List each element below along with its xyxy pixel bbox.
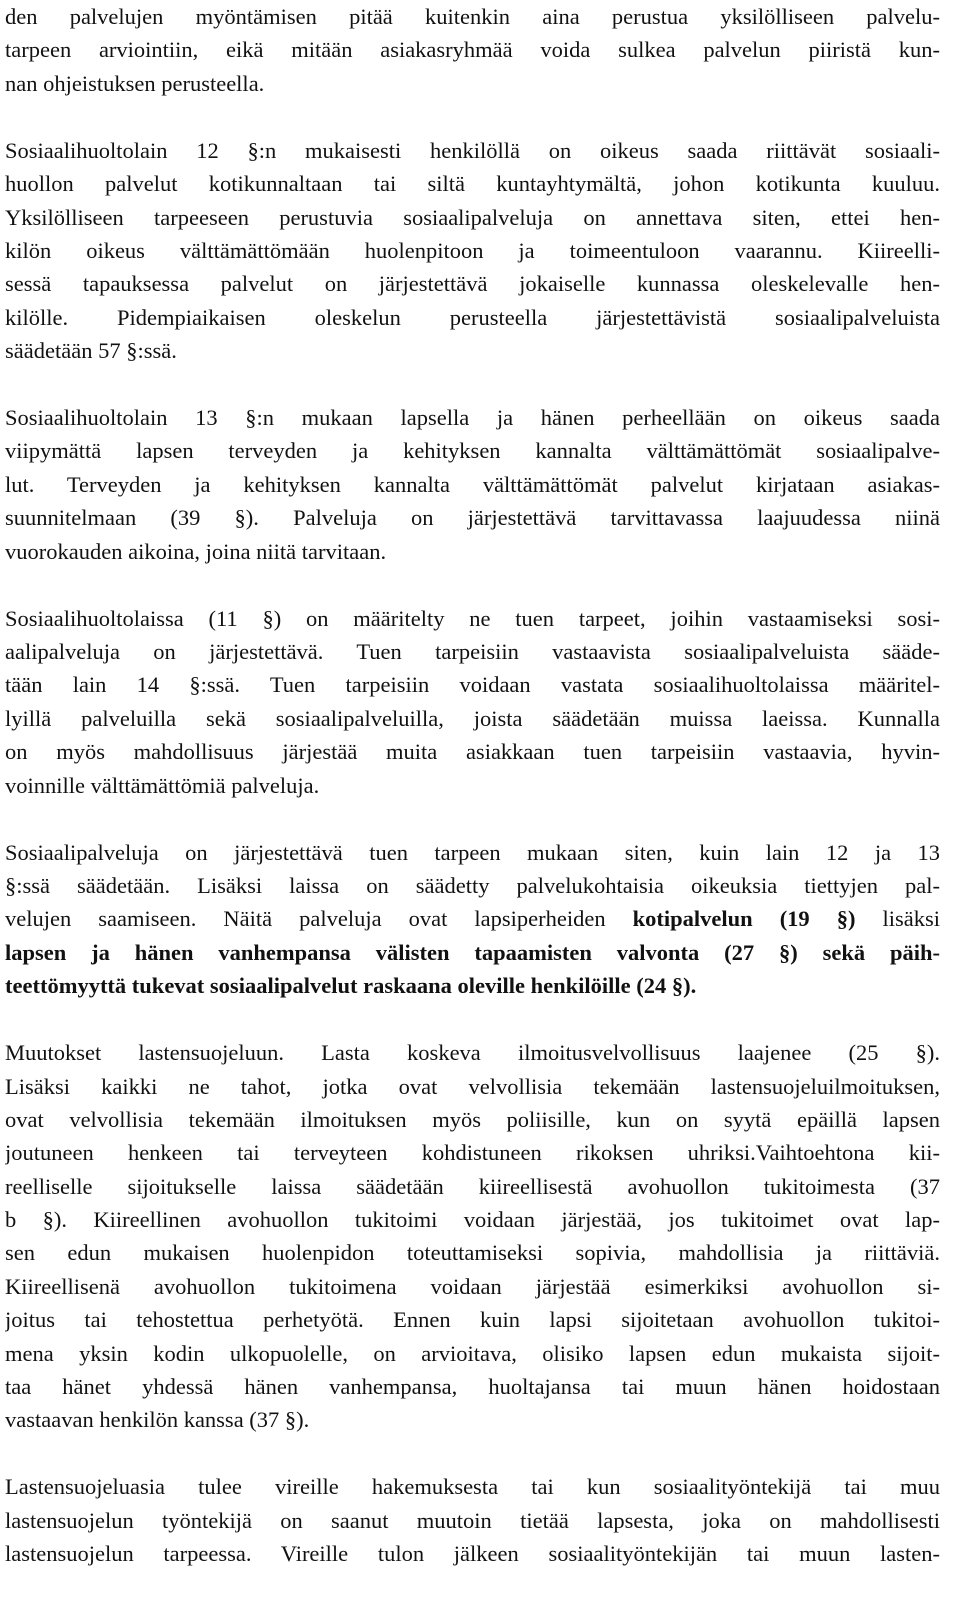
paragraph-gap xyxy=(5,100,940,134)
text-line: b §). Kiireellinen avohuollon tukitoimi voidaan järjestää, jos tukitoimet ovat lap- xyxy=(5,1207,940,1233)
paragraph-gap xyxy=(5,1003,940,1037)
text-line: lyillä palveluilla sekä sosiaalipalveluilla, joista säädetään muissa laeissa. Kunnalla xyxy=(5,705,940,731)
text-line: voinnille välttämättömiä palveluja. xyxy=(5,772,320,798)
text-line: Sosiaalihuoltolain 13 §:n mukaan lapsella ja hänen perheellään on oikeus saada xyxy=(5,405,940,431)
text-line: nan ohjeistuksen perusteella. xyxy=(5,70,265,96)
text-line: Muutokset lastensuojeluun. Lasta koskeva ilmoitusvelvollisuus laajenee (25 §). xyxy=(5,1040,940,1066)
text-line: lastensuojelun työntekijä on saanut muutoin tietää lapsesta, joka on mahdollisesti xyxy=(5,1507,940,1533)
text-line: taa hänet yhdessä hänen vanhempansa, huoltajansa tai muun hänen hoidostaan xyxy=(5,1374,940,1400)
text-line: ovat velvollisia tekemään ilmoituksen myös poliisille, kun on syytä epäillä lapsen xyxy=(5,1106,940,1132)
paragraph-case-initiation xyxy=(5,1470,940,1570)
text-line: on myös mahdollisuus järjestää muita asiakkaan tuen tarpeisiin vastaavia, hyvin- xyxy=(5,739,940,765)
text-line: Sosiaalipalveluja on järjestettävä tuen tarpeen mukaan siten, kuin lain 12 ja 13 xyxy=(5,839,940,865)
text-line: kilölle. Pidempiaikaisen oleskelun perusteella järjestettävistä sosiaalipalveluista xyxy=(5,304,940,330)
text-line-mixed xyxy=(5,902,940,935)
text-line: reelliselle sijoitukselle laissa säädetään kiireellisestä avohuollon tukitoimesta (37 xyxy=(5,1173,940,1199)
paragraph-gap xyxy=(5,568,940,602)
text-bold: kotipalvelun (19 §) xyxy=(632,906,856,932)
paragraph-section-12 xyxy=(5,134,940,368)
paragraph-gap xyxy=(5,368,940,402)
text-line: Lastensuojeluasia tulee vireille hakemuksesta tai kun sosiaalityöntekijä tai muu xyxy=(5,1474,940,1500)
text-line: joitus tai tehostettua perhetyötä. Ennen kuin lapsi sijoitetaan avohuollon tukitoi- xyxy=(5,1307,940,1333)
paragraph-support-needs xyxy=(5,602,940,802)
text-line: vastaavan henkilön kanssa (37 §). xyxy=(5,1407,310,1433)
text-line: huollon palvelut kotikunnaltaan tai siltä kuntayhtymältä, johon kotikunta kuuluu. xyxy=(5,171,940,197)
text-line: sen edun mukaisen huolenpidon toteuttamiseksi sopivia, mahdollisia ja riittäviä. xyxy=(5,1240,940,1266)
text-line: lastensuojelun tarpeessa. Vireille tulon jälkeen sosiaalityöntekijän tai muun lasten- xyxy=(5,1541,940,1567)
text-line: suunnitelmaan (39 §). Palveluja on järjestettävä tarvittavassa laajuudessa niinä xyxy=(5,505,940,531)
text-line: den palvelujen myöntämisen pitää kuitenkin aina perustua yksilölliseen palvelu- xyxy=(5,4,940,29)
text-line: aalipalveluja on järjestettävä. Tuen tarpeisiin vastaavista sosiaalipalveluista sääde- xyxy=(5,639,940,665)
text-line: Sosiaalihuoltolaissa (11 §) on määritelty ne tuen tarpeet, joihin vastaamiseksi sosi- xyxy=(5,605,940,631)
text-line: Sosiaalihuoltolain 12 §:n mukaisesti henkilöllä on oikeus saada riittävät sosiaali- xyxy=(5,137,940,163)
text-line-bold xyxy=(5,969,940,1002)
text-plain: lisäksi xyxy=(855,906,940,932)
paragraph-gap xyxy=(5,1437,940,1471)
text-line: vuorokauden aikoina, joina niitä tarvitaan. xyxy=(5,538,387,564)
text-line: säädetään 57 §:ssä. xyxy=(5,338,177,364)
document-page xyxy=(5,0,940,1571)
text-line: Yksilölliseen tarpeeseen perustuvia sosiaalipalveluja on annettava siten, ettei hen- xyxy=(5,204,940,230)
text-line: Kiireellisenä avohuollon tukitoimena voidaan järjestää esimerkiksi avohuollon si- xyxy=(5,1273,940,1299)
text-bold: teettömyyttä tukevat sosiaalipalvelut raskaana oleville henkilöille (24 §). xyxy=(5,973,697,999)
paragraph-section-13 xyxy=(5,401,940,568)
text-line-bold xyxy=(5,936,940,969)
text-line: tään lain 14 §:ssä. Tuen tarpeisiin voidaan vastata sosiaalihuoltolaissa määritel- xyxy=(5,672,940,698)
text-line: sessä tapauksessa palvelut on järjestettävä jokaiselle kunnassa oleskelevalle hen- xyxy=(5,271,940,297)
paragraph-service-rights xyxy=(5,836,940,1003)
text-line: mena yksin kodin ulkopuolelle, on arvioitava, olisiko lapsen edun mukaista sijoit- xyxy=(5,1340,940,1366)
text-line: lut. Terveyden ja kehityksen kannalta välttämättömät palvelut kirjataan asiakas- xyxy=(5,471,940,497)
text-line: tarpeen arviointiin, eikä mitään asiakasryhmää voida sulkea palvelun piiristä kun- xyxy=(5,37,940,63)
text-line: §:ssä säädetään. Lisäksi laissa on säädetty palvelukohtaisia oikeuksia tiettyjen pal- xyxy=(5,872,940,898)
text-bold: lapsen ja hänen vanhempansa välisten tapaamisten valvonta (27 §) sekä päih- xyxy=(5,939,940,965)
text-plain: velujen saamiseen. Näitä palveluja ovat lapsiperheiden xyxy=(5,906,633,932)
text-line: kilön oikeus välttämättömään huolenpitoon ja toimeentuloon vaarannu. Kiireelli- xyxy=(5,237,940,263)
paragraph-gap xyxy=(5,802,940,836)
text-line: Lisäksi kaikki ne tahot, jotka ovat velvollisia tekemään lastensuojeluilmoituksen, xyxy=(5,1073,940,1099)
paragraph-service-assessment xyxy=(5,0,940,100)
text-line: viipymättä lapsen terveyden ja kehityksen kannalta välttämättömät sosiaalipalve- xyxy=(5,438,940,464)
text-line: joutuneen henkeen tai terveyteen kohdistuneen rikoksen uhriksi.Vaihtoehtona kii- xyxy=(5,1140,940,1166)
paragraph-child-welfare-changes xyxy=(5,1036,940,1437)
